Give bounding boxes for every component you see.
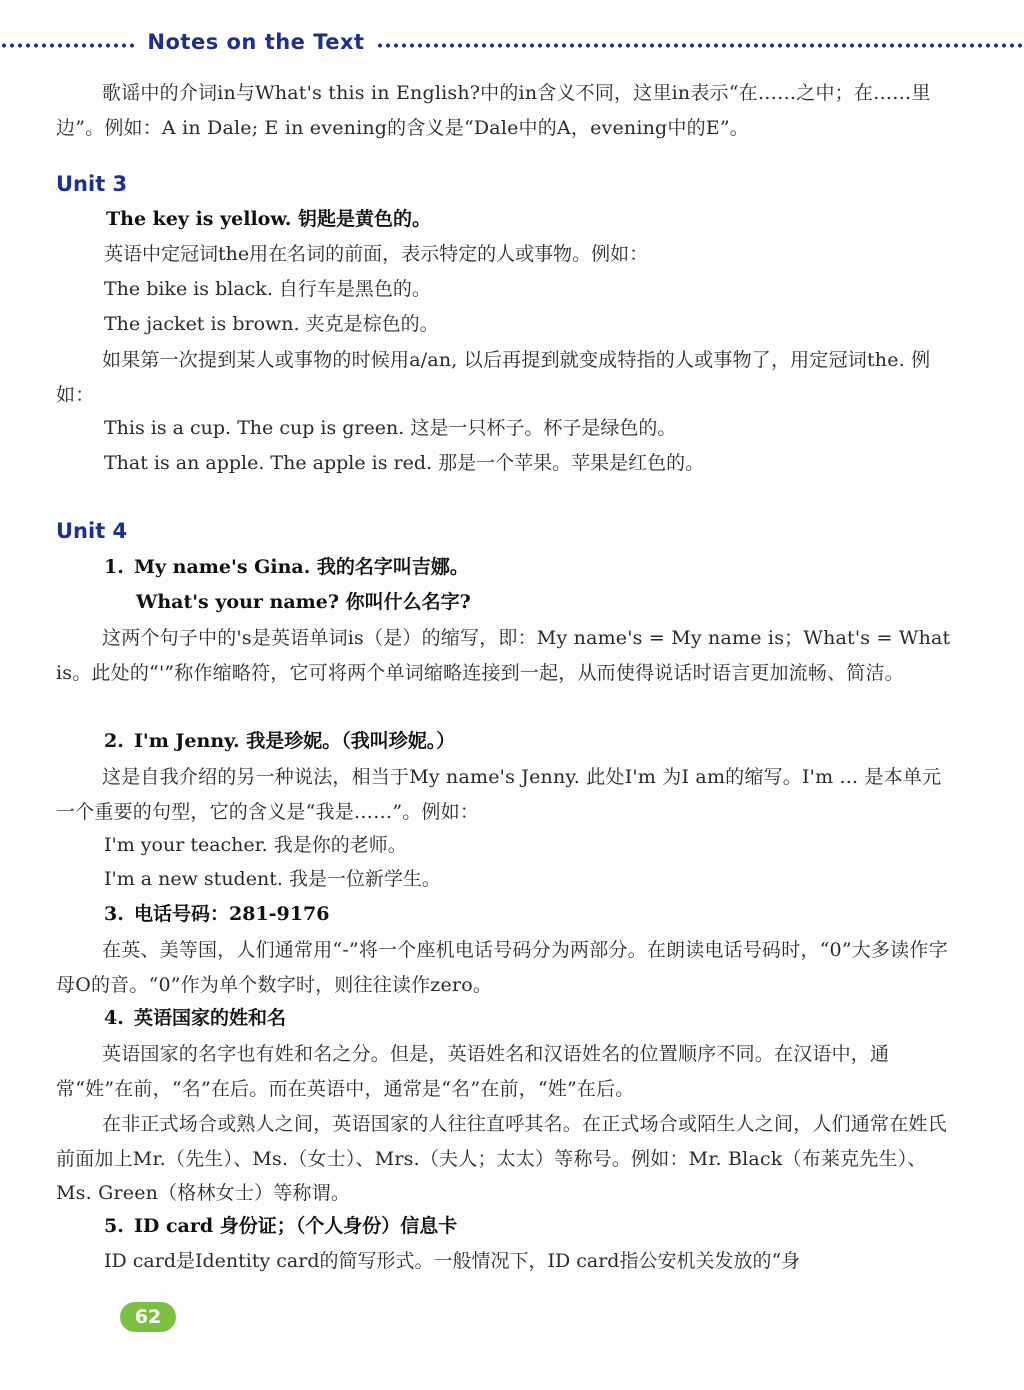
unit4-heading-2: 2. I'm Jenny. 我是珍妮。（我叫珍妮。） — [104, 726, 455, 756]
unit3-paragraph-1: 英语中定冠词the用在名词的前面，表示特定的人或事物。例如： — [104, 243, 649, 265]
unit3-example-1: The bike is black. 自行车是黑色的。 — [104, 278, 431, 300]
unit4-heading-1b: What's your name? 你叫什么名字? — [136, 591, 471, 613]
item-number-3: 3. — [104, 903, 124, 925]
header-title: Notes on the Text — [147, 30, 365, 54]
unit3-example-3: This is a cup. The cup is green. 这是一只杯子。杯子是绿色的。 — [104, 417, 677, 439]
unit3-title: Unit 3 — [56, 172, 128, 196]
item-number-2: 2. — [104, 730, 124, 752]
unit3-heading: The key is yellow. 钥匙是黄色的。 — [106, 208, 432, 230]
unit3-example-4: That is an apple. The apple is red. 那是一个苹果。苹果是红色的。 — [104, 452, 705, 474]
unit4-heading-1: 1. My name's Gina. 我的名字叫吉娜。 — [104, 552, 469, 582]
page-number-badge: 62 — [120, 1302, 176, 1332]
unit4-example-2: I'm a new student. 我是一位新学生。 — [104, 868, 441, 890]
item-number-1: 1. — [104, 556, 124, 578]
item-number-4: 4. — [104, 1007, 124, 1029]
intro-paragraph: 歌谣中的介词in与What's this in English?中的in含义不同，这里in表示“在……之中；在……里边”。例如：A in Dale; E in evening的含义是“Dale中的A，evening中的E”。 — [56, 82, 931, 139]
unit4-example-1: I'm your teacher. 我是你的老师。 — [104, 834, 407, 856]
header-dot-rule-right — [376, 43, 1024, 48]
unit4-paragraph-3: 在英、美等国，人们通常用“-”将一个座机电话号码分为两部分。在朗读电话号码时，“0”大多读作字母O的音。“0”作为单个数字时，则往往读作zero。 — [56, 939, 948, 996]
unit4-heading-5: 5. ID card 身份证；（个人身份）信息卡 — [104, 1211, 457, 1241]
unit4-paragraph-4b: 在非正式场合或熟人之间，英语国家的人往往直呼其名。在正式场合或陌生人之间，人们通常在姓氏前面加上Mr.（先生）、Ms.（女士）、Mrs.（夫人；太太）等称号。例如：Mr. Black（布莱克先生）、Ms. Green（格林女士）等称谓。 — [56, 1113, 947, 1204]
unit4-heading-4: 4. 英语国家的姓和名 — [104, 1003, 286, 1033]
header-dot-rule-left — [0, 43, 134, 48]
running-header — [0, 30, 1024, 58]
unit4-paragraph-4a: 英语国家的名字也有姓和名之分。但是，英语姓名和汉语姓名的位置顺序不同。在汉语中，通常“姓”在前，“名”在后。而在英语中，通常是“名”在前，“姓”在后。 — [56, 1043, 890, 1100]
unit4-paragraph-1: 这两个句子中的's是英语单词is（是）的缩写，即：My name's = My name is；What's = What is。此处的“'”称作缩略符，它可将两个单词缩略连接到一起，从而使得说话时语言更加流畅、简洁。 — [56, 627, 951, 684]
unit4-paragraph-2: 这是自我介绍的另一种说法，相当于My name's Jenny. 此处I'm 为I am的缩写。I'm ... 是本单元一个重要的句型，它的含义是“我是……”。例如： — [56, 766, 942, 823]
item-number-5: 5. — [104, 1215, 124, 1237]
unit4-heading-3: 3. 电话号码：281-9176 — [104, 899, 329, 929]
unit4-paragraph-5: ID card是Identity card的简写形式。一般情况下，ID card指公安机关发放的“身 — [104, 1250, 801, 1272]
unit4-title: Unit 4 — [56, 519, 128, 543]
unit3-paragraph-2: 如果第一次提到某人或事物的时候用a/an, 以后再提到就变成特指的人或事物了，用定冠词the. 例如： — [56, 349, 931, 406]
unit3-example-2: The jacket is brown. 夹克是棕色的。 — [104, 313, 439, 335]
